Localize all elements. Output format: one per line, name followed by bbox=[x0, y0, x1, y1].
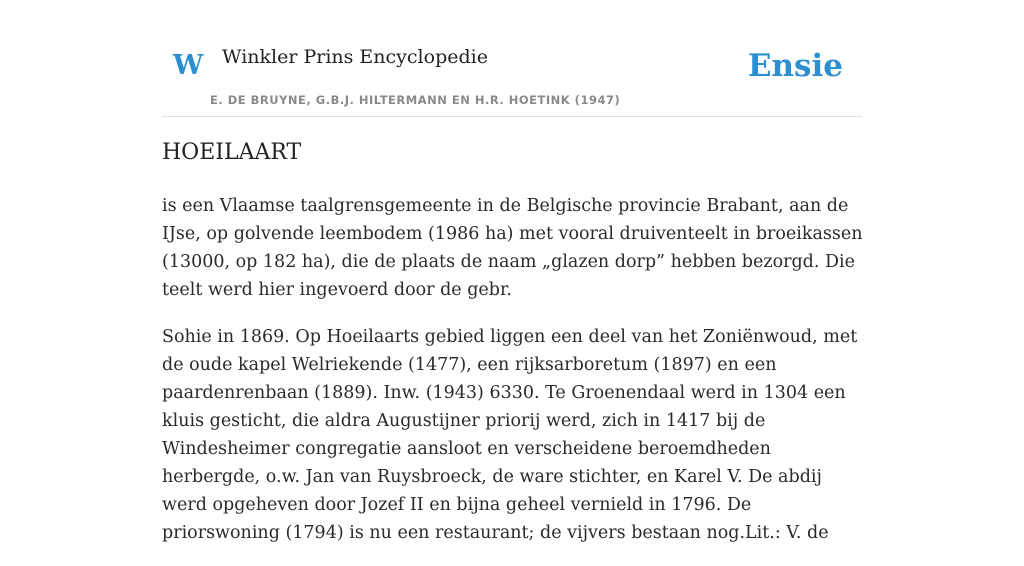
book-authors: E. DE BRUYNE, G.B.J. HILTERMANN EN H.R. HOETINK (1947) bbox=[210, 93, 621, 107]
site-header bbox=[162, 0, 862, 117]
article-paragraph: Sohie in 1869. Op Hoeilaarts gebied liggen een deel van het Zoniënwoud, met de oude kapel Welriekende (1477), een rijksarboretum (1897) en een paardenrenbaan (1889). Inw. (1943) 6330. Te Groenendaal werd in 1304 een kluis gesticht, die aldra Augustijner priorij werd, zich in 1417 bij de Windesheimer congregatie aansloot en verscheidene beroemdheden herbergde, o.w. Jan van Ruysbroeck, de ware stichter, en Karel V. De abdij werd opgeheven door Jozef II en bijna geheel vernield in 1796. De priorswoning (1794) is nu een restaurant; de vijvers bestaan nog.Lit.: V. de bbox=[162, 327, 858, 543]
article-title: HOEILAART bbox=[162, 140, 302, 165]
article-paragraph: is een Vlaamse taalgrensgemeente in de Belgische provincie Brabant, aan de IJse, op golvende leembodem (1986 ha) met vooral druiventeelt in broeikassen (13000, op 182 ha), die de plaats de naam „glazen dorp” hebben bezorgd. Die teelt werd hier ingevoerd door de gebr. bbox=[162, 196, 863, 300]
article-body bbox=[162, 192, 867, 566]
encyclopedia-logo-icon[interactable]: W bbox=[173, 50, 204, 81]
ensie-logo[interactable]: Ensie bbox=[747, 48, 843, 84]
book-title[interactable]: Winkler Prins Encyclopedie bbox=[222, 46, 488, 68]
